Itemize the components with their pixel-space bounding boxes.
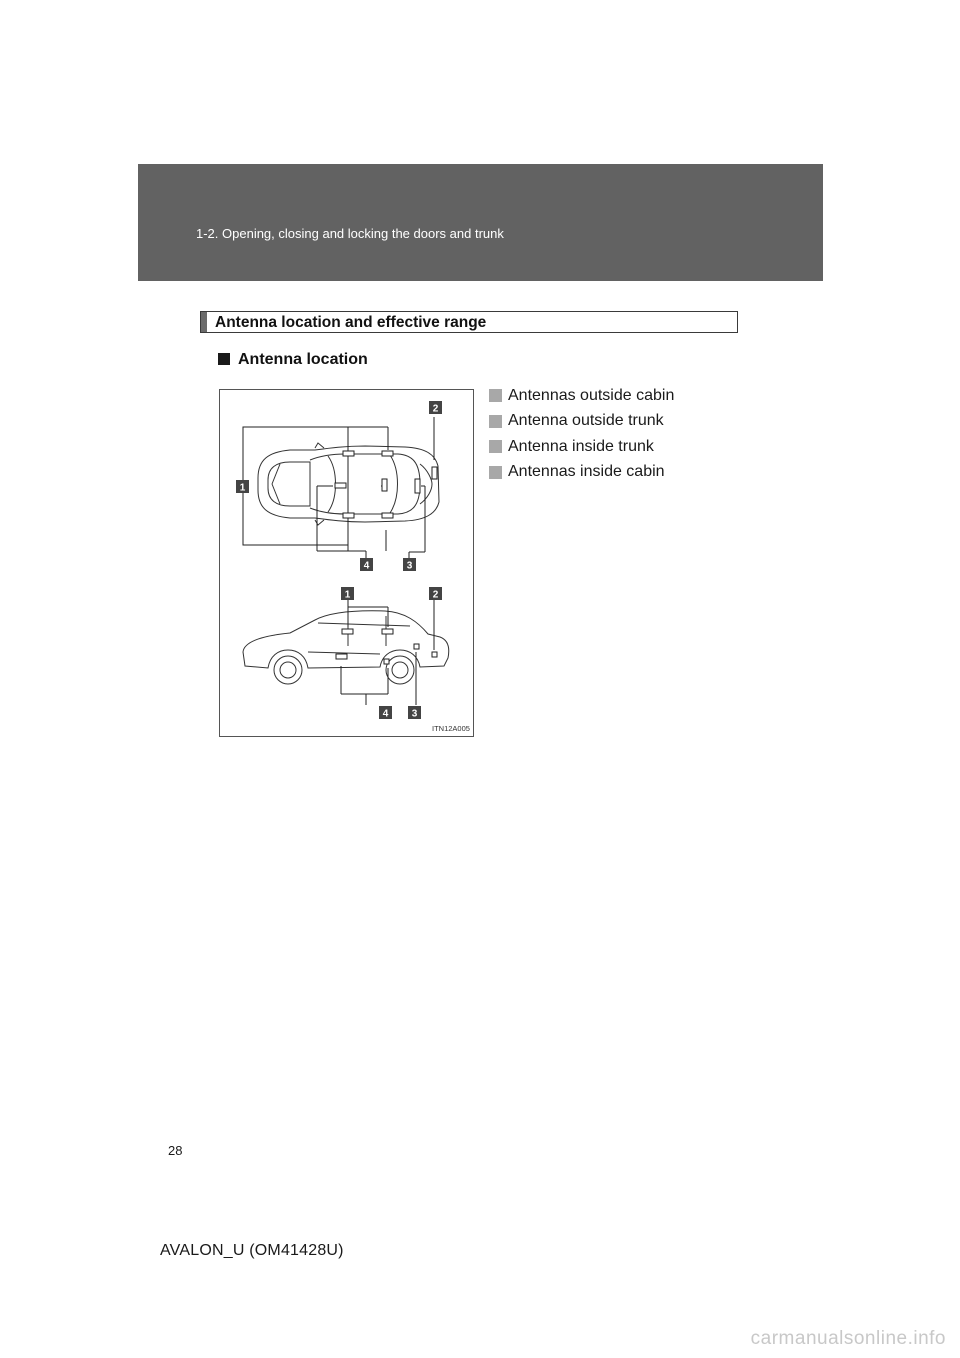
gray-square-bullet-icon bbox=[489, 466, 502, 479]
callout-2-top bbox=[429, 401, 442, 415]
callout-1-top bbox=[236, 480, 249, 494]
callout-label: 1 bbox=[344, 589, 351, 601]
gray-square-bullet-icon bbox=[489, 389, 502, 402]
section-title: Antenna location and effective range bbox=[215, 314, 487, 331]
chapter-title: 1-2. Opening, closing and locking the doors and trunk bbox=[196, 226, 504, 241]
gray-square-bullet-icon bbox=[489, 440, 502, 453]
header-band bbox=[138, 164, 823, 281]
callout-label: 4 bbox=[382, 708, 389, 720]
callout-boxes bbox=[236, 401, 442, 720]
callout-2-side bbox=[429, 587, 442, 601]
callout-3-top bbox=[403, 558, 416, 572]
legend-text: Antennas inside cabin bbox=[508, 463, 665, 481]
callout-1-side bbox=[341, 587, 354, 601]
footer-model: AVALON_U (OM41428U) bbox=[160, 1242, 344, 1259]
black-square-bullet-icon bbox=[218, 353, 230, 365]
callout-4-side bbox=[379, 706, 392, 720]
antenna-location-figure bbox=[219, 389, 474, 737]
subsection-heading bbox=[218, 351, 368, 369]
section-heading bbox=[200, 311, 738, 333]
callout-4-top bbox=[360, 558, 373, 572]
callout-label: 2 bbox=[432, 589, 439, 601]
callout-3-side bbox=[408, 706, 421, 720]
page-number: 28 bbox=[168, 1143, 183, 1158]
gray-square-bullet-icon bbox=[489, 415, 502, 428]
legend-text: Antenna inside trunk bbox=[508, 437, 654, 455]
car-diagram bbox=[220, 390, 473, 736]
callout-label: 4 bbox=[363, 560, 370, 572]
legend-text: Antennas outside cabin bbox=[508, 386, 675, 404]
callout-label: 3 bbox=[406, 560, 413, 572]
subsection-title: Antenna location bbox=[238, 351, 368, 368]
legend-item bbox=[489, 383, 749, 409]
callout-label: 2 bbox=[432, 403, 439, 415]
figure-code: ITN12A005 bbox=[432, 724, 470, 733]
legend-item bbox=[489, 460, 749, 486]
watermark: carmanualsonline.info bbox=[750, 1328, 946, 1349]
section-heading-bar bbox=[201, 312, 207, 332]
callout-label: 3 bbox=[411, 708, 418, 720]
legend-item bbox=[489, 434, 749, 460]
legend-text: Antenna outside trunk bbox=[508, 412, 664, 430]
callout-label: 1 bbox=[239, 482, 246, 494]
legend-item bbox=[489, 409, 749, 435]
legend-list bbox=[489, 383, 749, 485]
